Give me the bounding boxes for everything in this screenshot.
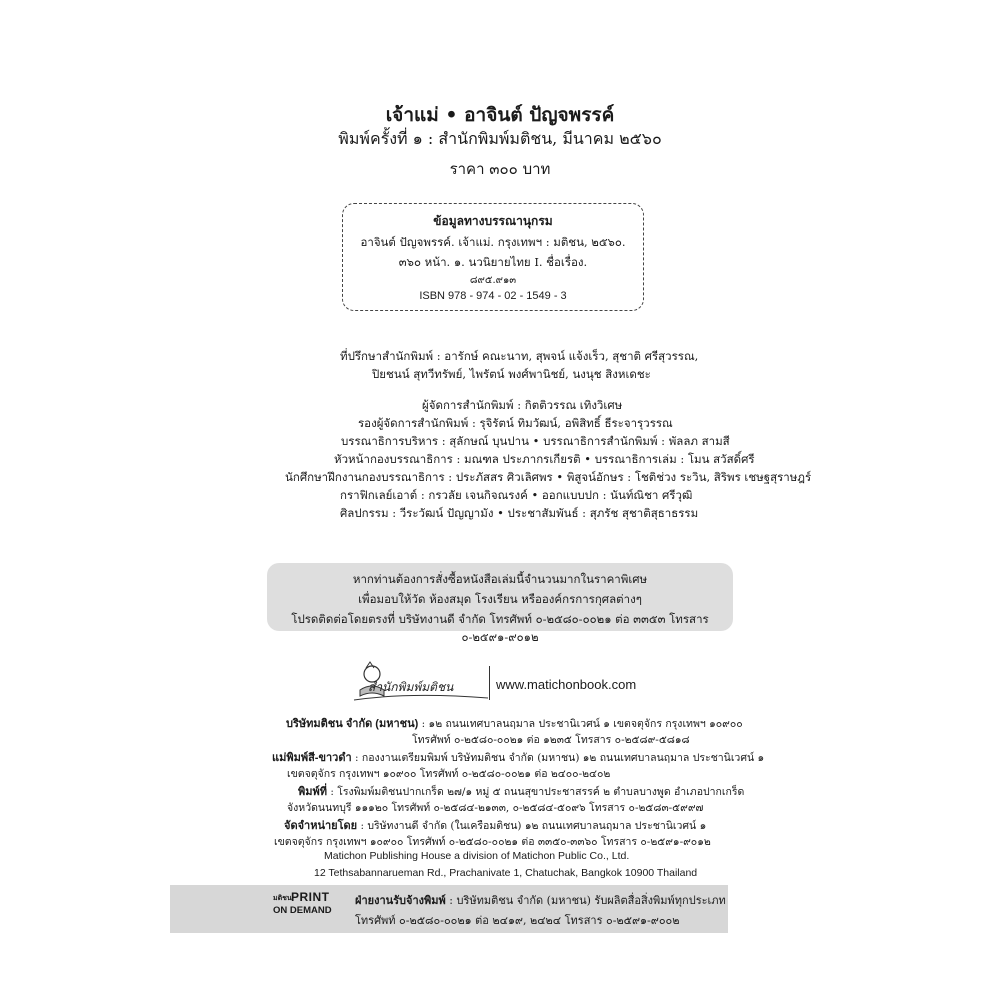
staff-line: ศิลปกรรม : วีระวัฒน์ ปัญญามัง • ประชาสัมพันธ์ : สุภรัช สุชาติสุธาธรรม: [340, 506, 699, 520]
staff-line: รองผู้จัดการสำนักพิมพ์ : รุจิรัตน์ ทิมวัฒน์, อพิสิทธิ์ ธีระจารุวรรณ: [358, 416, 673, 430]
pod-label: ฝ่ายงานรับจ้างพิมพ์: [355, 895, 446, 907]
publisher-english-address: 12 Tethsabannarueman Rd., Prachanivate 1, Chatuchak, Bangkok 10900 Thailand: [314, 867, 698, 879]
plate-maker-address: : กองงานเตรียมพิมพ์ บริษัทมติชน จำกัด (มหาชน) ๑๒ ถนนเทศบาลนฤมาล ประชานิเวศน์ ๑: [351, 752, 765, 764]
promo-line-2: เพื่อมอบให้วัด ห้องสมุด โรงเรียน หรือองค์กรการกุศลต่างๆ: [358, 592, 642, 606]
isbn: ISBN 978 - 974 - 02 - 1549 - 3: [419, 290, 567, 302]
pod-logo-demand: ON DEMAND: [273, 905, 332, 916]
catalog-heading: ข้อมูลทางบรรณานุกรม: [433, 214, 553, 228]
promo-line-3: โปรดติดต่อโดยตรงที่ บริษัทงานดี จำกัด โทรศัพท์ ๐-๒๕๘๐-๐๐๒๑ ต่อ ๓๓๕๓ โทรสาร ๐-๒๕๙๑-๙๐๑๒: [291, 612, 709, 644]
bulk-order-notice: [267, 563, 733, 644]
pod-contact-line: โทรศัพท์ ๐-๒๕๘๐-๐๐๒๑ ต่อ ๒๔๑๙, ๒๔๒๔ โทรสาร ๐-๒๕๙๑-๙๐๐๒: [355, 914, 680, 927]
book-title: เจ้าแม่ • อาจินต์ ปัญจพรรค์: [385, 104, 615, 126]
publisher-company-label: บริษัทมติชน จำกัด (มหาชน): [286, 718, 419, 730]
printer-phone: จังหวัดนนทบุรี ๑๑๑๒๐ โทรศัพท์ ๐-๒๕๘๔-๒๑๓๓, ๐-๒๕๘๔-๕๐๙๖ โทรสาร ๐-๒๕๘๓-๕๙๙๗: [287, 802, 704, 814]
plate-maker-phone: เขตจตุจักร กรุงเทพฯ ๑๐๙๐๐ โทรศัพท์ ๐-๒๕๘๐-๐๐๒๑ ต่อ ๒๔๐๐-๒๔๐๒: [287, 768, 611, 780]
publisher-logo-text: สำนักพิมพ์มติชน: [368, 680, 454, 694]
distributor: [284, 816, 706, 834]
promo-line-1: หากท่านต้องการสั่งซื้อหนังสือเล่มนี้จำนวนมากในราคาพิเศษ: [352, 572, 648, 586]
distributor-label: จัดจำหน่ายโดย: [284, 820, 358, 832]
plate-maker-label: แม่พิมพ์สี-ขาวดำ: [272, 752, 352, 764]
staff-line: หัวหน้ากองบรรณาธิการ : มณฑล ประภากรเกียรติ • บรรณาธิการเล่ม : โมน สวัสดิ์ศรี: [334, 452, 755, 466]
staff-line: กราฟิกเลย์เอาต์ : กรวลัย เจนกิจณรงค์ • ออกแบบปก : นันท์ณิชา ศรีวุฒิ: [340, 488, 693, 502]
printer: [298, 782, 744, 800]
catalog-subjects: ๓๖๐ หน้า. ๑. นวนิยายไทย I. ชื่อเรื่อง.: [398, 255, 588, 269]
publisher-company-phone: โทรศัพท์ ๐-๒๕๘๐-๐๐๒๑ ต่อ ๑๒๓๕ โทรสาร ๐-๒๕๘๙-๕๘๑๘: [412, 734, 690, 746]
publisher-company-address: : ๑๒ ถนนเทศบาลนฤมาล ประชานิเวศน์ ๑ เขตจตุจักร กรุงเทพฯ ๑๐๙๐๐: [418, 718, 743, 730]
website-link[interactable]: www.matichonbook.com: [496, 677, 637, 692]
catalog-call-number: ๘๙๕.๙๑๓: [469, 275, 517, 286]
pod-service-line: [355, 891, 726, 909]
edition-line: พิมพ์ครั้งที่ ๑ : สำนักพิมพ์มติชน, มีนาคม ๒๕๖๐: [338, 129, 662, 148]
printer-address: : โรงพิมพ์มติชนปากเกร็ด ๒๗/๑ หมู่ ๕ ถนนสุขาประชาสรรค์ ๒ ตำบลบางพูด อำเภอปากเกร็ด: [327, 786, 745, 798]
pod-description: : บริษัทมติชน จำกัด (มหาชน) รับผลิตสื่อสิ่งพิมพ์ทุกประเภท: [445, 894, 726, 907]
cataloging-box: [342, 203, 644, 311]
pod-logo-small: มติชน: [273, 895, 292, 902]
staff-line: ผู้จัดการสำนักพิมพ์ : กิตติวรรณ เทิงวิเศษ: [422, 398, 623, 412]
distributor-address: : บริษัทงานดี จำกัด (ในเครือมติชน) ๑๒ ถนนเทศบาลนฤมาล ประชานิเวศน์ ๑: [357, 820, 707, 832]
logo-divider: [489, 666, 490, 700]
advisors-line-2: ปิยชนน์ สุทวีทรัพย์, ไพรัตน์ พงศ์พานิชย์, นงนุช สิงหเดชะ: [372, 367, 651, 381]
printer-label: พิมพ์ที่: [298, 786, 328, 798]
pod-logo-print: PRINT: [291, 890, 330, 904]
advisors-line-1: ที่ปรึกษาสำนักพิมพ์ : อารักษ์ คณะนาท, สุพจน์ แจ้งเร็ว, สุชาติ ศรีสุวรรณ,: [340, 349, 699, 363]
staff-line: นักศึกษาฝึกงานกองบรรณาธิการ : ประภัสสร ศิวเลิศพร • พิสูจน์อักษร : โชติช่วง ระวิน, สิริพร เชษฐสุราษฎร์: [285, 470, 812, 484]
catalog-citation: อาจินต์ ปัญจพรรค์. เจ้าแม่. กรุงเทพฯ : มติชน, ๒๕๖๐.: [360, 235, 626, 249]
staff-line: บรรณาธิการบริหาร : สุลักษณ์ บุนปาน • บรรณาธิการสำนักพิมพ์ : พัลลภ สามสี: [341, 434, 730, 448]
publisher-company: [286, 714, 743, 732]
publisher-english-name: Matichon Publishing House a division of Matichon Public Co., Ltd.: [324, 850, 630, 862]
distributor-phone: เขตจตุจักร กรุงเทพฯ ๑๐๙๐๐ โทรศัพท์ ๐-๒๕๘๐-๐๐๒๑ ต่อ ๓๓๕๐-๓๓๖๐ โทรสาร ๐-๒๕๙๑-๙๐๑๒: [274, 836, 711, 848]
price-line: ราคา ๓๐๐ บาท: [449, 160, 551, 178]
plate-maker: [272, 748, 764, 766]
